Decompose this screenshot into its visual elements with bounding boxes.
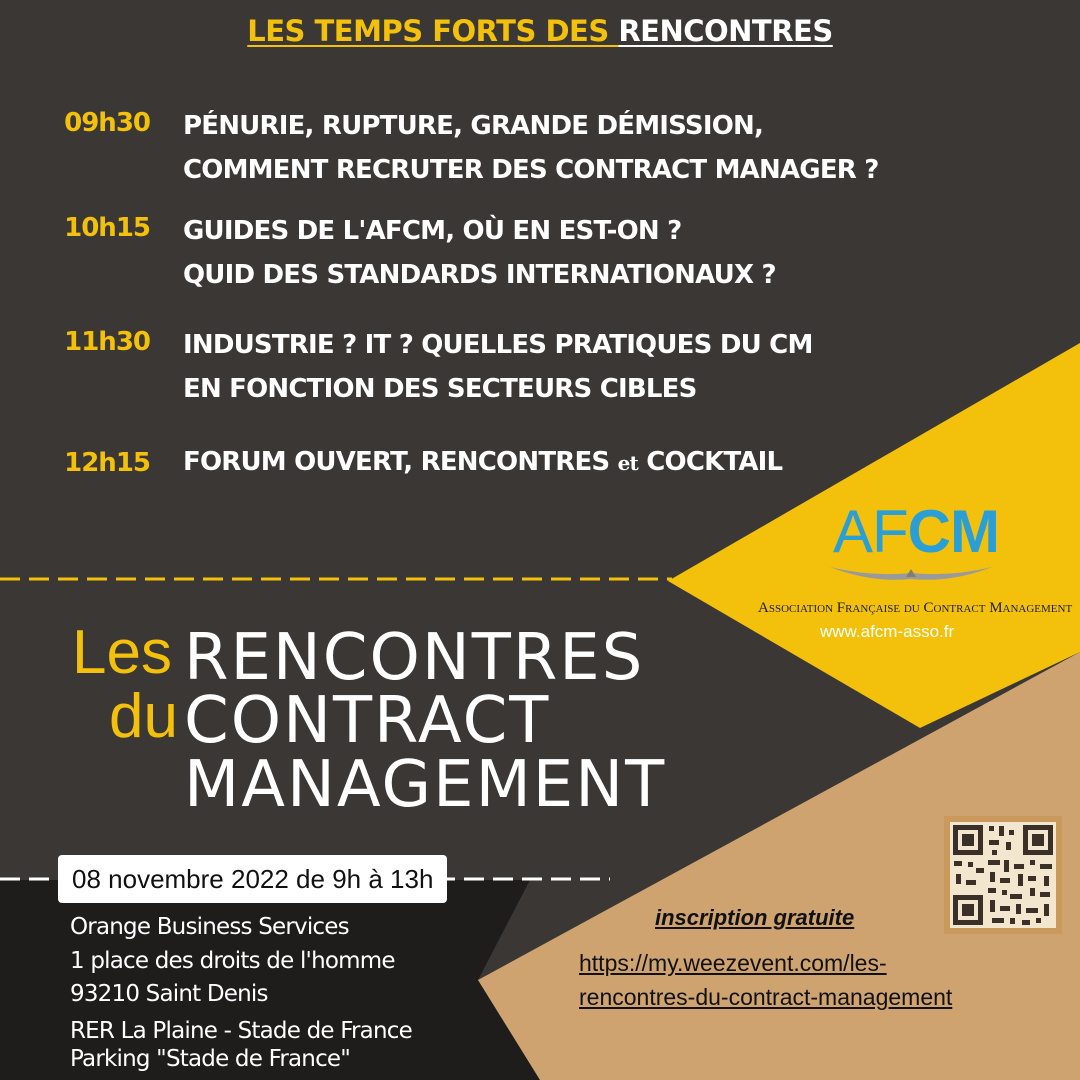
- page-title-part2: RENCONTRES: [618, 14, 833, 48]
- page-title-part1: LES TEMPS FORTS DES: [247, 14, 619, 48]
- event-title-line2: CONTRACT: [184, 684, 551, 758]
- registration-link-line2[interactable]: rencontres-du-contract-management: [579, 984, 953, 1010]
- registration-link-line1[interactable]: https://my.weezevent.com/les-: [579, 950, 887, 976]
- address-line1: Orange Business Services: [70, 914, 349, 940]
- schedule-item-1: [183, 104, 879, 192]
- schedule-item-3-line1: INDUSTRIE ? IT ? QUELLES PRATIQUES DU CM: [183, 330, 813, 360]
- schedule-time-3: 11h30: [64, 327, 150, 357]
- association-url[interactable]: www.afcm-asso.fr: [820, 622, 955, 641]
- schedule-item-4-text-a: FORUM OUVERT, RENCONTRES: [183, 447, 618, 477]
- address-line2: 1 place des droits de l'homme: [70, 948, 395, 974]
- event-title-line1: RENCONTRES: [184, 621, 645, 695]
- afcm-logo: [833, 500, 999, 564]
- schedule-item-2-line1: GUIDES DE L'AFCM, OÙ EN EST-ON ?: [183, 216, 682, 246]
- association-name: Association Française du Contract Management: [758, 600, 1073, 616]
- registration-label: inscription gratuite: [655, 905, 855, 930]
- schedule-time-1: 09h30: [64, 108, 150, 138]
- address-line5: Parking "Stade de France": [70, 1046, 351, 1072]
- schedule-item-4-text-b: COCKTAIL: [637, 447, 783, 477]
- qr-code-icon[interactable]: [944, 816, 1062, 934]
- address-line4: RER La Plaine - Stade de France: [70, 1018, 412, 1044]
- schedule-time-4: 12h15: [64, 448, 150, 478]
- event-date: 08 novembre 2022 de 9h à 13h: [58, 855, 447, 903]
- schedule-item-4-et: et: [617, 451, 638, 475]
- schedule-item-4: [183, 440, 782, 485]
- logo-swoosh-icon: [826, 557, 996, 585]
- schedule-item-2: [183, 209, 776, 297]
- event-title-line3: MANAGEMENT: [184, 748, 667, 822]
- schedule-time-2: 10h15: [64, 213, 150, 243]
- event-title-du: du: [109, 682, 178, 751]
- schedule-item-3-line2: EN FONCTION DES SECTEURS CIBLES: [183, 374, 697, 404]
- page-title: [0, 14, 1080, 48]
- schedule-item-2-line2: QUID DES STANDARDS INTERNATIONAUX ?: [183, 260, 776, 290]
- logo-cm: CM: [907, 498, 999, 565]
- logo-af: AF: [833, 498, 908, 565]
- event-title-les: Les: [72, 618, 172, 687]
- schedule-item-3: [183, 323, 813, 411]
- schedule-item-1-line1: PÉNURIE, RUPTURE, GRANDE DÉMISSION,: [183, 111, 764, 141]
- address-line3: 93210 Saint Denis: [70, 981, 268, 1007]
- schedule-item-1-line2: COMMENT RECRUTER DES CONTRACT MANAGER ?: [183, 155, 879, 185]
